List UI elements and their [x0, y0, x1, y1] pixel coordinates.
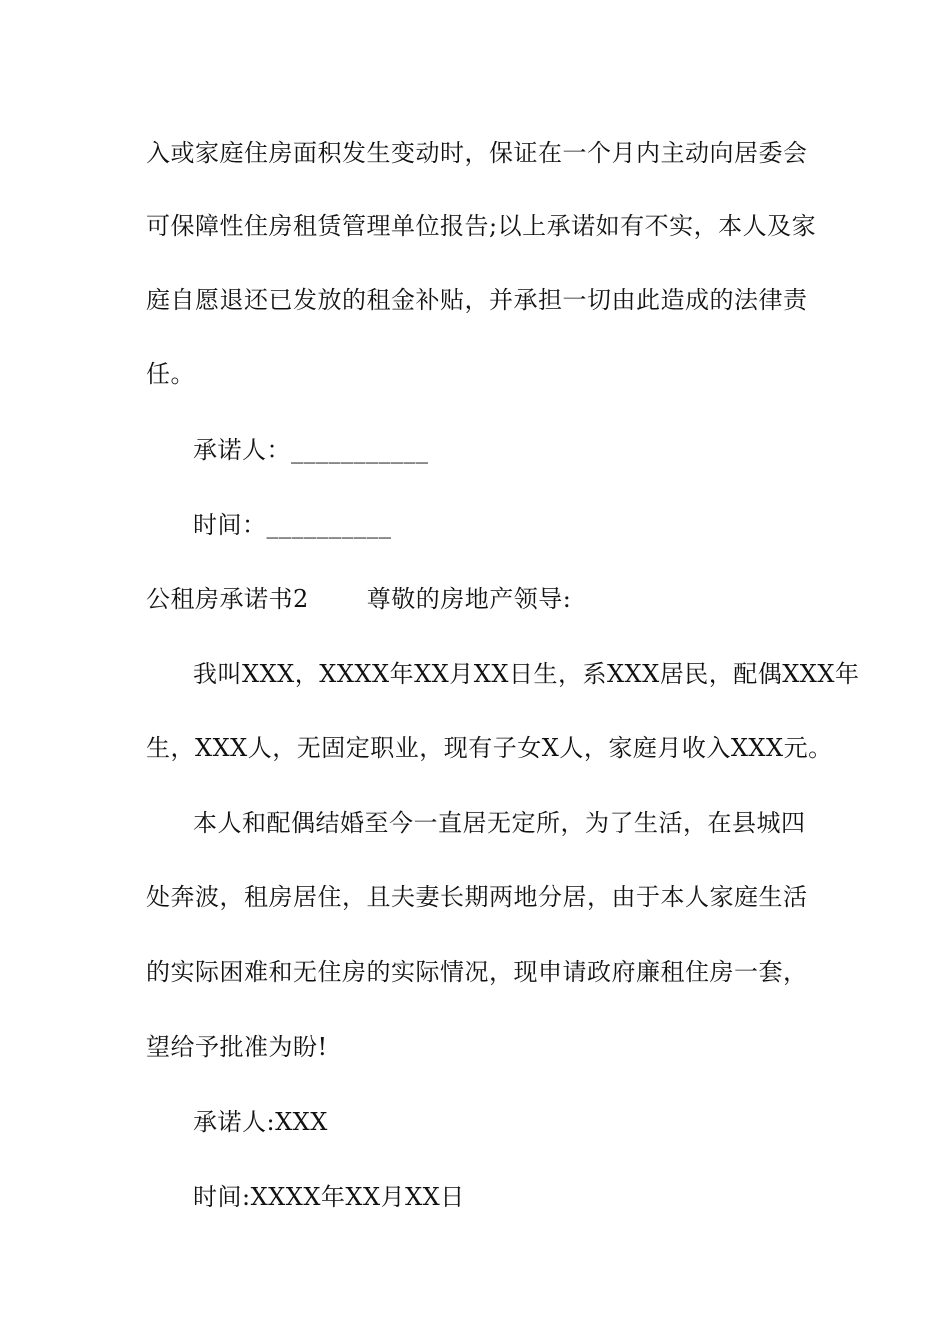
salutation: 尊敬的房地产领导: — [366, 585, 572, 613]
document-title: 公租房承诺书2 — [146, 585, 309, 613]
paragraph-line: 可保障性住房租赁管理单位报告;以上承诺如有不实，本人及家 — [146, 212, 817, 240]
date-line: 时间：__________ — [193, 511, 392, 539]
paragraph-line: 本人和配偶结婚至今一直居无定所，为了生活，在县城四 — [193, 809, 806, 837]
paragraph-line: 的实际困难和无住房的实际情况，现申请政府廉租住房一套， — [146, 958, 808, 986]
signer-line: 承诺人:XXX — [193, 1108, 328, 1136]
paragraph-line: 入或家庭住房面积发生变动时，保证在一个月内主动向居委会 — [146, 139, 808, 167]
paragraph-line: 庭自愿退还已发放的租金补贴，并承担一切由此造成的法律责 — [146, 286, 808, 314]
paragraph-line: 望给予批准为盼! — [146, 1033, 328, 1061]
date-line: 时间:XXXX年XX月XX日 — [193, 1183, 465, 1211]
heading-line — [146, 582, 571, 616]
paragraph-line: 任。 — [146, 360, 195, 388]
paragraph-line: 生，XXX人，无固定职业，现有子女X人，家庭月收入XXX元。 — [146, 734, 833, 762]
paragraph-line: 处奔波，租房居住，且夫妻长期两地分居，由于本人家庭生活 — [146, 883, 808, 911]
signer-line: 承诺人：___________ — [193, 436, 429, 464]
paragraph-line: 我叫XXX，XXXX年XX月XX日生，系XXX居民，配偶XXX年 — [193, 660, 860, 688]
